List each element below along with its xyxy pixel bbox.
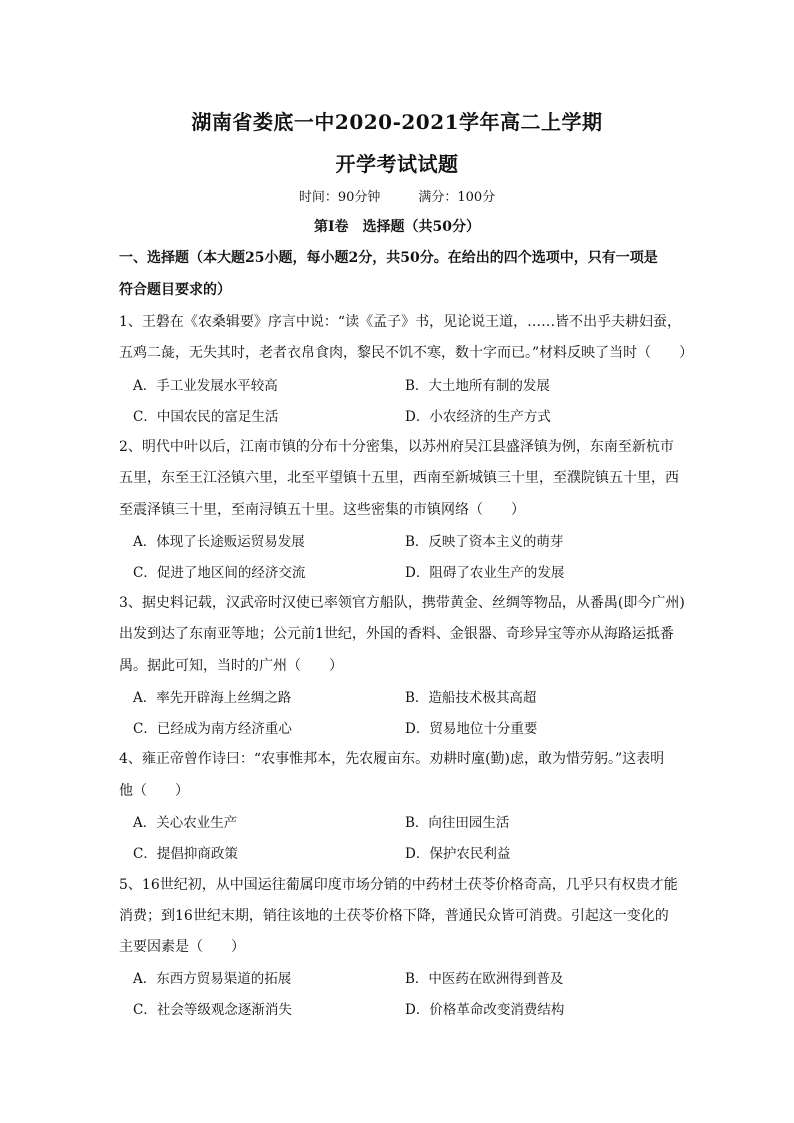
question-text: 1、王磐在《农桑辑要》序言中说：“读《孟子》书，见论说王道，……皆不出乎夫耕妇蚕， [119, 314, 682, 330]
option-b: B．大土地所有制的发展 [405, 378, 550, 394]
option-b: B．造船技术极其高超 [405, 690, 537, 706]
question-text: 五鸡二彘，无失其时，老者衣帛食肉，黎民不饥不寒，数十字而已。”材料反映了当时（ ） [119, 345, 694, 361]
question-text: 至震泽镇三十里，至南浔镇五十里。这些密集的市镇网络（ ） [119, 502, 525, 518]
option-d: D．小农经济的生产方式 [405, 409, 551, 425]
exam-meta [0, 186, 794, 205]
question-text: 5、16世纪初，从中国运往葡属印度市场分销的中药材土茯苓价格奇高，几乎只有权贵才能 [119, 877, 678, 893]
question-text: 禺。据此可知，当时的广州（ ） [119, 658, 343, 674]
time-limit: 时间：90分钟 [298, 190, 381, 205]
option-c: C．社会等级观念逐渐消失 [133, 1002, 292, 1018]
option-c: C．提倡抑商政策 [133, 846, 238, 862]
option-d: D．保护农民利益 [405, 846, 511, 862]
option-c: C．已经成为南方经济重心 [133, 721, 292, 737]
instructions-line: 符合题目要求的） [119, 282, 231, 298]
question-text: 3、据史料记载，汉武帝时汉使已率领官方船队，携带黄金、丝绸等物品，从番禺(即今广州) [119, 595, 685, 611]
question-text: 他（ ） [119, 783, 189, 799]
exam-subtitle: 开学考试试题 [335, 152, 459, 176]
question-text: 4、雍正帝曾作诗曰：“农事惟邦本，先农履亩东。劝耕时廑(勤)虑，敢为惜劳躬。”这表明 [119, 751, 665, 767]
question-text: 消费；到16世纪末期，销往该地的土茯苓价格下降，普通民众皆可消费。引起这一变化的 [119, 908, 669, 924]
option-a: A．关心农业生产 [133, 815, 238, 831]
question-text: 出发到达了东南亚等地；公元前1世纪，外国的香料、金银器、奇珍异宝等亦从海路运抵番 [119, 626, 674, 642]
option-b: B．向往田园生活 [405, 815, 510, 831]
question-text: 2、明代中叶以后，江南市镇的分布十分密集，以苏州府吴江县盛泽镇为例，东南至新杭市 [119, 439, 674, 455]
question-text: 五里，东至王江泾镇六里，北至平望镇十五里，西南至新城镇三十里，至濮院镇五十里，西 [119, 470, 679, 486]
option-d: D．贸易地位十分重要 [405, 721, 538, 737]
option-b: B．中医药在欧洲得到普及 [405, 971, 564, 987]
exam-title: 湖南省娄底一中2020-2021学年高二上学期 [191, 110, 603, 134]
section-heading: 第Ⅰ卷 选择题（共50分） [313, 219, 481, 235]
option-b: B．反映了资本主义的萌芽 [405, 534, 564, 550]
option-a: A．手工业发展水平较高 [133, 378, 278, 394]
question-text: 主要因素是（ ） [119, 939, 245, 955]
option-a: A．体现了长途贩运贸易发展 [133, 534, 305, 550]
option-d: D．阻碍了农业生产的发展 [405, 565, 565, 581]
option-c: C．促进了地区间的经济交流 [133, 565, 306, 581]
option-c: C．中国农民的富足生活 [133, 409, 279, 425]
option-d: D．价格革命改变消费结构 [405, 1002, 565, 1018]
full-score: 满分：100分 [418, 190, 496, 205]
instructions-line: 一、选择题（本大题25小题，每小题2分，共50分。在给出的四个选项中，只有一项是 [119, 250, 658, 266]
option-a: A．率先开辟海上丝绸之路 [133, 690, 292, 706]
option-a: A．东西方贸易渠道的拓展 [133, 971, 292, 987]
